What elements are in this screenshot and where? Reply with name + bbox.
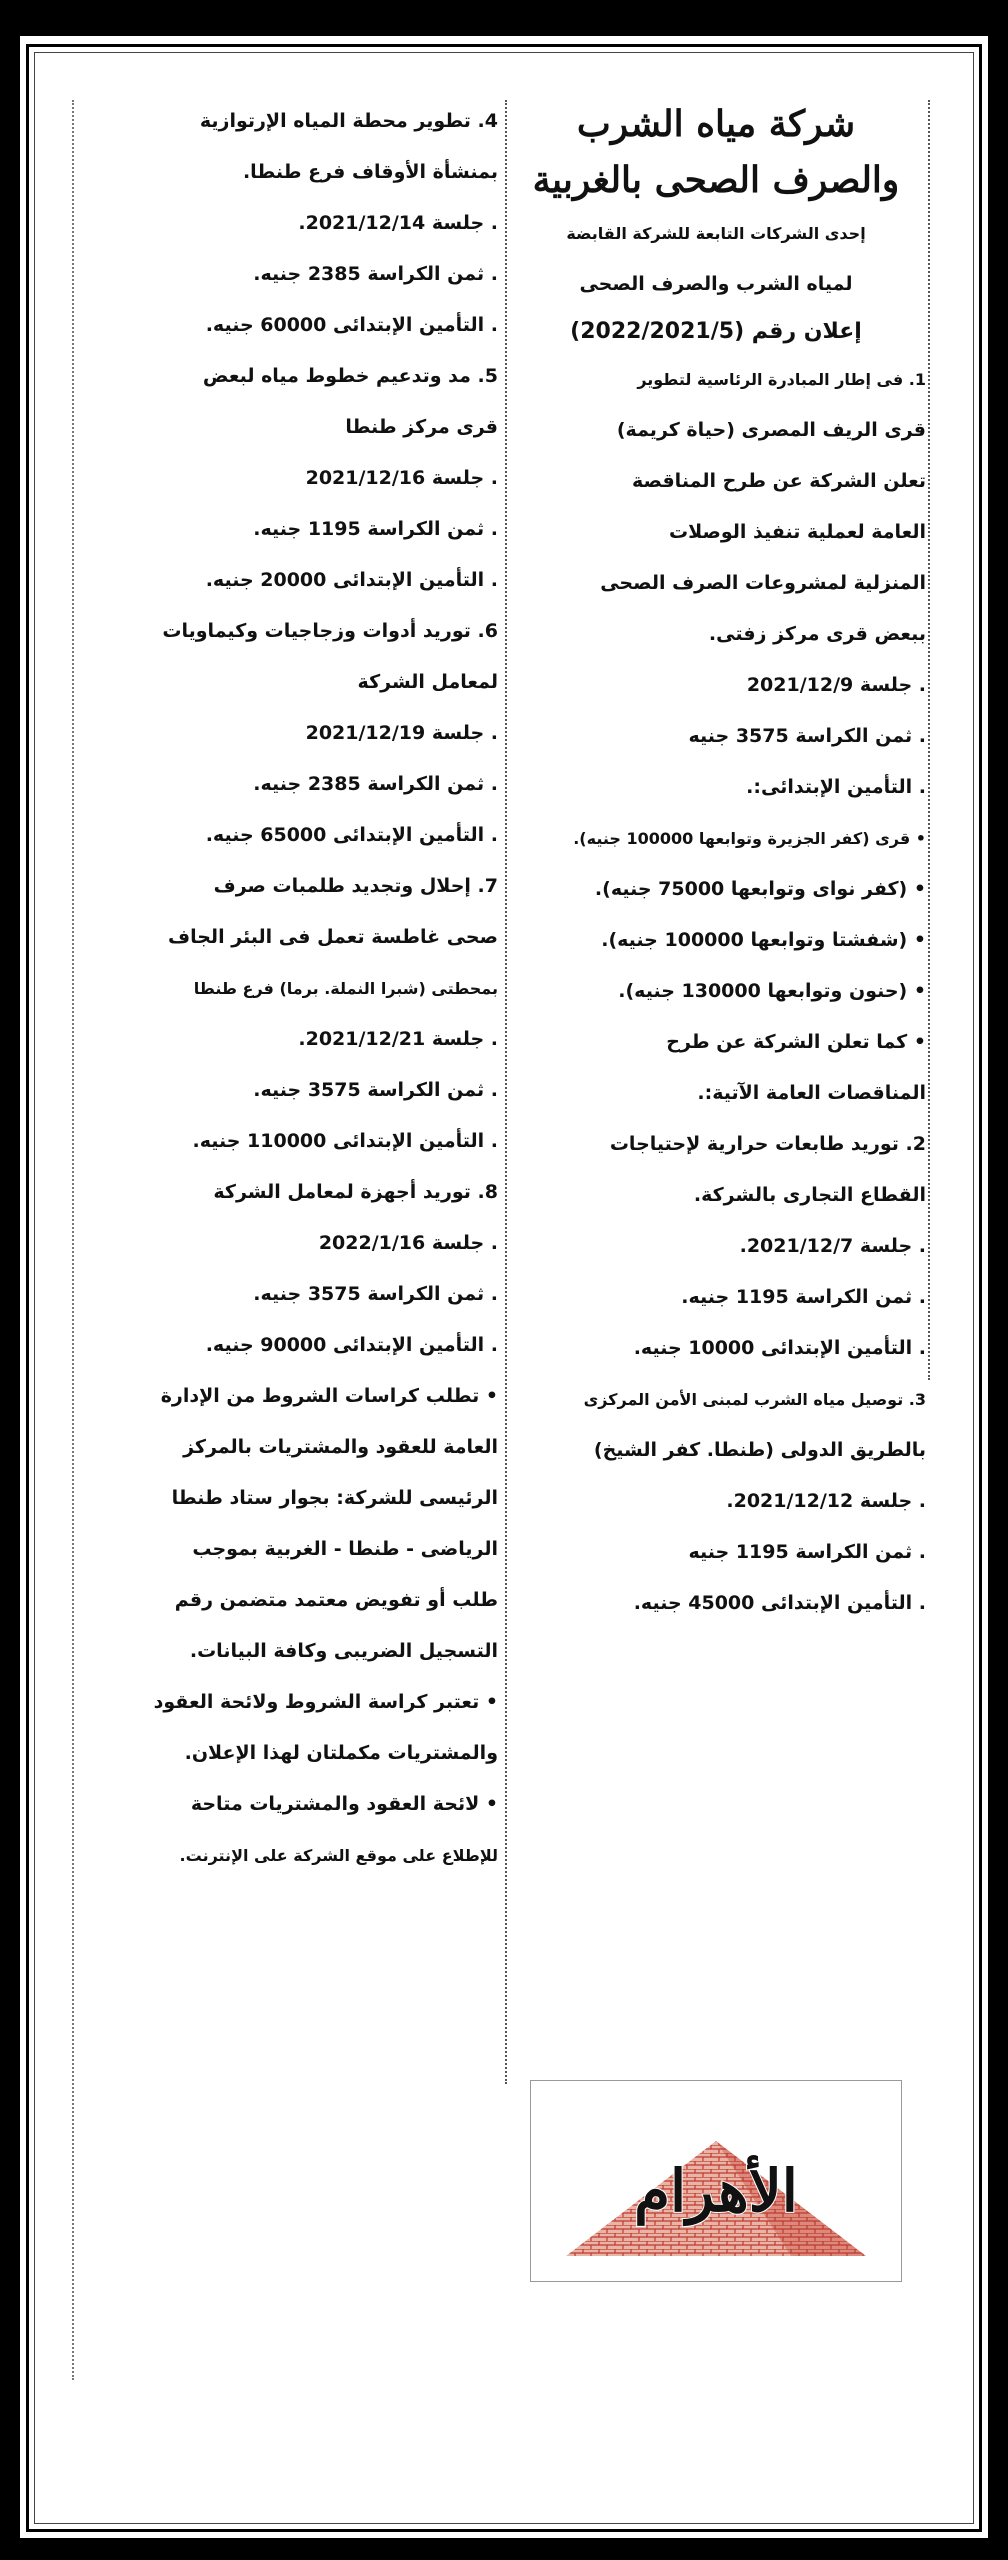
left-column-line: 5. مد وتدعيم خطوط مياه لبعض <box>202 365 498 387</box>
left-column-line: . التأمين الإبتدائى 60000 جنيه. <box>205 314 498 336</box>
left-column-body <box>78 96 498 1881</box>
right-column-line: • (كفر نواى وتوابعها 75000 جنيه). <box>594 878 926 900</box>
left-column-line: • تعتبر كراسة الشروط ولائحة العقود <box>153 1691 498 1713</box>
left-black-border <box>0 36 20 2560</box>
subtitle-line1: إحدى الشركات التابعة للشركة القابضة <box>566 224 866 243</box>
bottom-black-bar <box>0 2538 1008 2560</box>
ahram-logo-graphic <box>531 2081 901 2281</box>
right-column-body <box>506 354 926 1629</box>
right-column-line: • كما تعلن الشركة عن طرح <box>666 1031 926 1053</box>
right-column-line: . جلسة 2021/12/9 <box>746 674 926 696</box>
announcement-number: إعلان رقم (2022/2021/5) <box>570 319 862 344</box>
subtitle-line2: لمياه الشرب والصرف الصحى <box>579 273 853 295</box>
left-column-line: طلب أو تفويض معتمد متضمن رقم <box>174 1589 498 1611</box>
left-column-line: . ثمن الكراسة 1195 جنيه. <box>253 518 498 540</box>
left-column-line: . ثمن الكراسة 2385 جنيه. <box>253 773 498 795</box>
left-column-line: . التأمين الإبتدائى 90000 جنيه. <box>205 1334 498 1356</box>
headline-line2: والصرف الصحى بالغربية <box>532 159 900 201</box>
logo-wordmark: الأهرام <box>634 2157 798 2225</box>
right-column-line: 2. توريد طابعات حرارية لإحتياجات <box>609 1133 926 1155</box>
left-column-line: بمنشأة الأوقاف فرع طنطا. <box>242 161 498 183</box>
right-column-line: تعلن الشركة عن طرح المناقصة <box>632 470 926 492</box>
right-column-line: . ثمن الكراسة 1195 جنيه <box>688 1541 926 1563</box>
left-column-line: صحى غاطسة تعمل فى البئر الجاف <box>168 926 498 948</box>
right-column-line: قرى الريف المصرى (حياة كريمة) <box>616 419 926 441</box>
right-column-line: . التأمين الإبتدائى:. <box>746 776 926 798</box>
left-column-line: 4. تطوير محطة المياه الإرتوازية <box>199 110 498 132</box>
ahram-logo <box>530 2080 902 2282</box>
right-column-line: • قرى (كفر الجزيرة وتوابعها 100000 جنيه). <box>573 829 926 848</box>
left-column-line: لمعامل الشركة <box>357 671 498 693</box>
left-column-line: للإطلاع على موقع الشركة على الإنترنت. <box>179 1846 498 1865</box>
right-column-line: • (شفشتا وتوابعها 100000 جنيه). <box>601 929 926 951</box>
right-column-line: 3. توصيل مياه الشرب لمبنى الأمن المركزى <box>583 1390 926 1409</box>
left-column-line: • لائحة العقود والمشتريات متاحة <box>190 1793 498 1815</box>
left-column-line: . ثمن الكراسة 3575 جنيه. <box>253 1079 498 1101</box>
left-column-line: التسجيل الضريبى وكافة البيانات. <box>189 1640 498 1662</box>
right-column-line: العامة لعملية تنفيذ الوصلات <box>668 521 926 543</box>
right-column-line: 1. فى إطار المبادرة الرئاسية لتطوير <box>637 370 926 389</box>
left-column-line: . جلسة 2021/12/21. <box>298 1028 498 1050</box>
right-column-line: بالطريق الدولى (طنطا. كفر الشيخ) <box>593 1439 926 1461</box>
left-column <box>78 96 498 1881</box>
left-margin-rule <box>72 100 74 2380</box>
left-column-line: . التأمين الإبتدائى 110000 جنيه. <box>192 1130 498 1152</box>
left-column-line: . جلسة 2021/12/19 <box>305 722 498 744</box>
right-column-line: . التأمين الإبتدائى 10000 جنيه. <box>633 1337 926 1359</box>
right-column-line: • (حنون وتوابعها 130000 جنيه). <box>618 980 926 1002</box>
left-column-line: . التأمين الإبتدائى 65000 جنيه. <box>205 824 498 846</box>
right-column-line: المناقصات العامة الآتية:. <box>697 1082 926 1104</box>
left-column-line: . جلسة 2021/12/14. <box>298 212 498 234</box>
left-column-line: قرى مركز طنطا <box>345 416 498 438</box>
left-column-line: . جلسة 2021/12/16 <box>305 467 498 489</box>
left-column-line: 7. إحلال وتجديد طلمبات صرف <box>213 875 498 897</box>
left-column-line: . ثمن الكراسة 3575 جنيه. <box>253 1283 498 1305</box>
left-column-line: الرياضى - طنطا - الغربية بموجب <box>192 1538 498 1560</box>
right-column-line: . ثمن الكراسة 3575 جنيه <box>688 725 926 747</box>
right-black-border <box>988 36 1008 2560</box>
right-column-line: . جلسة 2021/12/7. <box>739 1235 926 1257</box>
headline-line1: شركة مياه الشرب <box>576 103 856 145</box>
left-column-line: بمحطتى (شبرا النملة. برما) فرع طنطا <box>193 979 498 998</box>
right-column-line: ببعض قرى مركز زفتى. <box>708 623 926 645</box>
right-column-line: . جلسة 2021/12/12. <box>726 1490 926 1512</box>
left-column-line: . جلسة 2022/1/16 <box>318 1232 498 1254</box>
left-column-line: • تطلب كراسات الشروط من الإدارة <box>160 1385 498 1407</box>
right-column-line: المنزلية لمشروعات الصرف الصحى <box>600 572 926 594</box>
right-column <box>506 96 926 1629</box>
left-column-line: العامة للعقود والمشتريات بالمركز <box>183 1436 498 1458</box>
left-column-line: والمشتريات مكملتان لهذا الإعلان. <box>184 1742 498 1764</box>
left-column-line: الرئيسى للشركة: بجوار ستاد طنطا <box>171 1487 498 1509</box>
right-column-line: . ثمن الكراسة 1195 جنيه. <box>681 1286 926 1308</box>
right-margin-rule <box>928 100 930 1380</box>
top-black-bar <box>0 0 1008 36</box>
left-column-line: 8. توريد أجهزة لمعامل الشركة <box>213 1181 498 1203</box>
left-column-line: . التأمين الإبتدائى 20000 جنيه. <box>205 569 498 591</box>
left-column-line: 6. توريد أدوات وزجاجيات وكيماويات <box>162 620 498 642</box>
right-column-line: القطاع التجارى بالشركة. <box>693 1184 926 1206</box>
left-column-line: . ثمن الكراسة 2385 جنيه. <box>253 263 498 285</box>
right-column-line: . التأمين الإبتدائى 45000 جنيه. <box>633 1592 926 1614</box>
